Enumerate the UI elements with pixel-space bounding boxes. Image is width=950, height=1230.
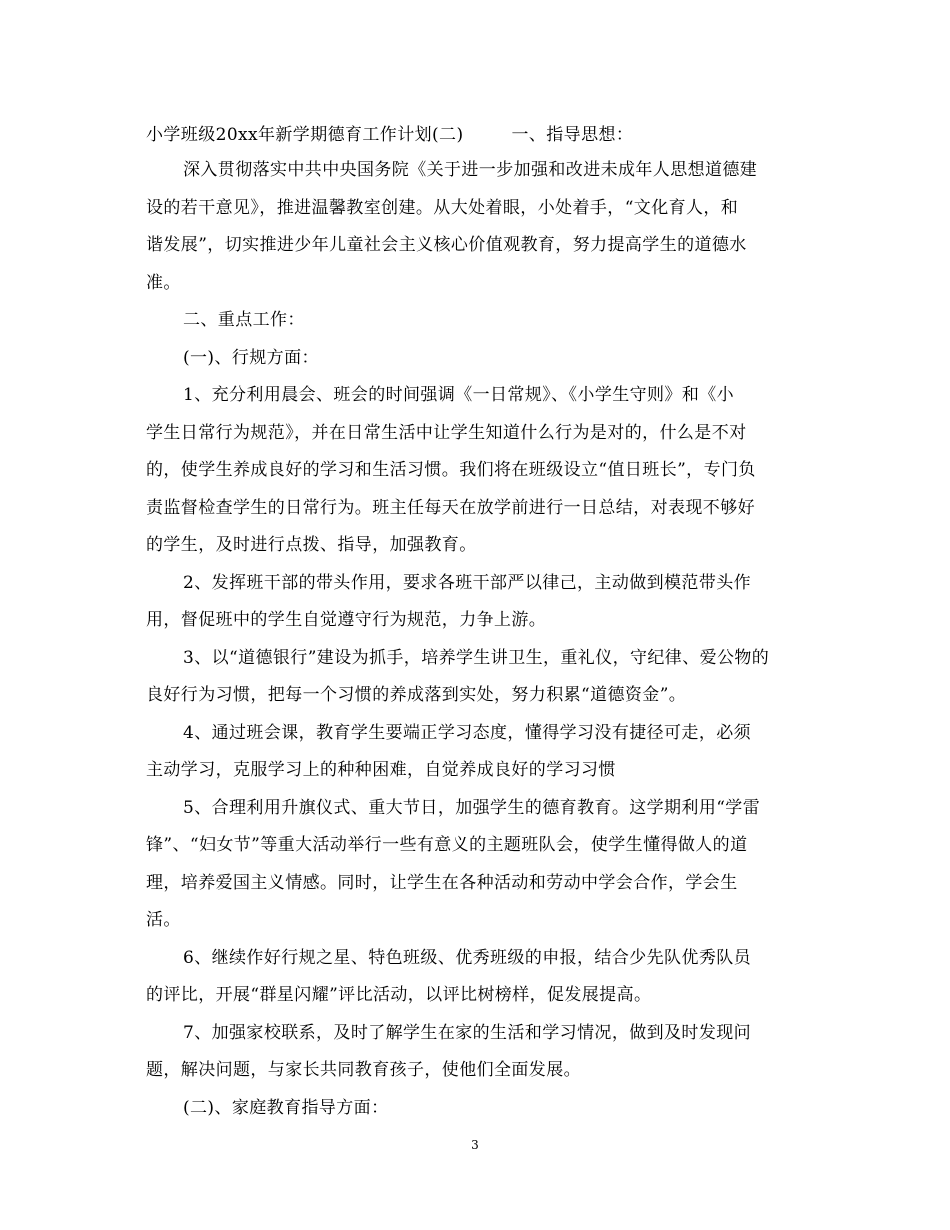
text-line: 主动学习，克服学习上的种种困难，自觉养成良好的学习习惯 [146, 760, 616, 780]
text-line: 7、加强家校联系，及时了解学生在家的生活和学习情况，做到及时发现问 [183, 1022, 752, 1043]
text-line: 用，督促班中的学生自觉遵守行为规范，力争上游。 [146, 610, 547, 630]
text-line: 准。 [146, 272, 181, 293]
paragraph-guiding-ideology [146, 152, 808, 302]
text-line: 3、以“道德银行”建设为抓手，培养学生讲卫生，重礼仪，守纪律、爱公物的 [183, 647, 770, 668]
document-title: 小学班级20xx年新学期德育工作计划(二) [146, 125, 464, 145]
text-line: 活。 [146, 910, 181, 930]
paragraph-item-2 [146, 565, 808, 640]
text-line: 设的若干意见》，推进温馨教室创建。从大处着眼，小处着手，“文化育人，和 [146, 197, 739, 218]
paragraph-item-7 [146, 1015, 808, 1090]
paragraph-item-6 [146, 940, 808, 1015]
text-line: 深入贯彻落实中共中央国务院《关于进一步加强和改进未成年人思想道德建 [183, 160, 758, 180]
text-line: (二)、家庭教育指导方面： [183, 1097, 389, 1118]
document-heading-line [146, 118, 808, 152]
text-line: 良好行为习惯，把每一个习惯的养成落到实处，努力积累“道德资金”。 [146, 685, 687, 705]
text-line: 谐发展”，切实推进少年儿童社会主义核心价值观教育，努力提高学生的道德水 [146, 235, 747, 255]
paragraph-item-5 [146, 790, 808, 940]
text-line: 二、重点工作： [183, 310, 305, 330]
section-heading-guiding-ideology: 一、指导思想： [511, 125, 634, 145]
text-line: 责监督检查学生的日常行为。班主任每天在放学前进行一日总结，对表现不够好 [146, 497, 755, 518]
text-line: (一)、行规方面： [183, 347, 319, 368]
paragraph-item-1 [146, 377, 808, 565]
text-line: 题，解决问题，与家长共同教育孩子，使他们全面发展。 [146, 1060, 581, 1080]
text-line: 4、通过班会课，教育学生要端正学习态度，懂得学习没有捷径可走，必须 [183, 722, 752, 743]
text-line: 的评比，开展“群星闪耀”评比活动，以评比树榜样，促发展提高。 [146, 985, 652, 1005]
text-line: 的学生，及时进行点拨、指导，加强教育。 [146, 535, 477, 555]
document-body [146, 118, 808, 1127]
text-line: 锋”、“妇女节”等重大活动举行一些有意义的主题班队会，使学生懂得做人的道 [146, 835, 748, 855]
text-line: 理，培养爱国主义情感。同时，让学生在各种活动和劳动中学会合作，学会生 [146, 872, 738, 893]
section-heading-key-work [146, 302, 808, 340]
subsection-heading-conduct [146, 340, 808, 378]
paragraph-item-3 [146, 640, 808, 715]
text-line: 6、继续作好行规之星、特色班级、优秀班级的申报，结合少先队优秀队员 [183, 947, 752, 968]
text-line: 2、发挥班干部的带头作用，要求各班干部严以律己，主动做到模范带头作 [183, 572, 752, 593]
text-line: 学生日常行为规范》，并在日常生活中让学生知道什么行为是对的，什么是不对 [146, 422, 747, 443]
text-line: 5、合理利用升旗仪式、重大节日，加强学生的德育教育。这学期利用“学雷 [183, 797, 761, 818]
subsection-heading-family-education [146, 1090, 808, 1128]
text-line: 1、充分利用晨会、班会的时间强调《一日常规》、《小学生守则》和《小 [183, 385, 735, 405]
paragraph-item-4 [146, 715, 808, 790]
text-line: 的，使学生养成良好的学习和生活习惯。我们将在班级设立“值日班长”，专门负 [146, 460, 756, 480]
page-number: 3 [471, 1138, 479, 1152]
